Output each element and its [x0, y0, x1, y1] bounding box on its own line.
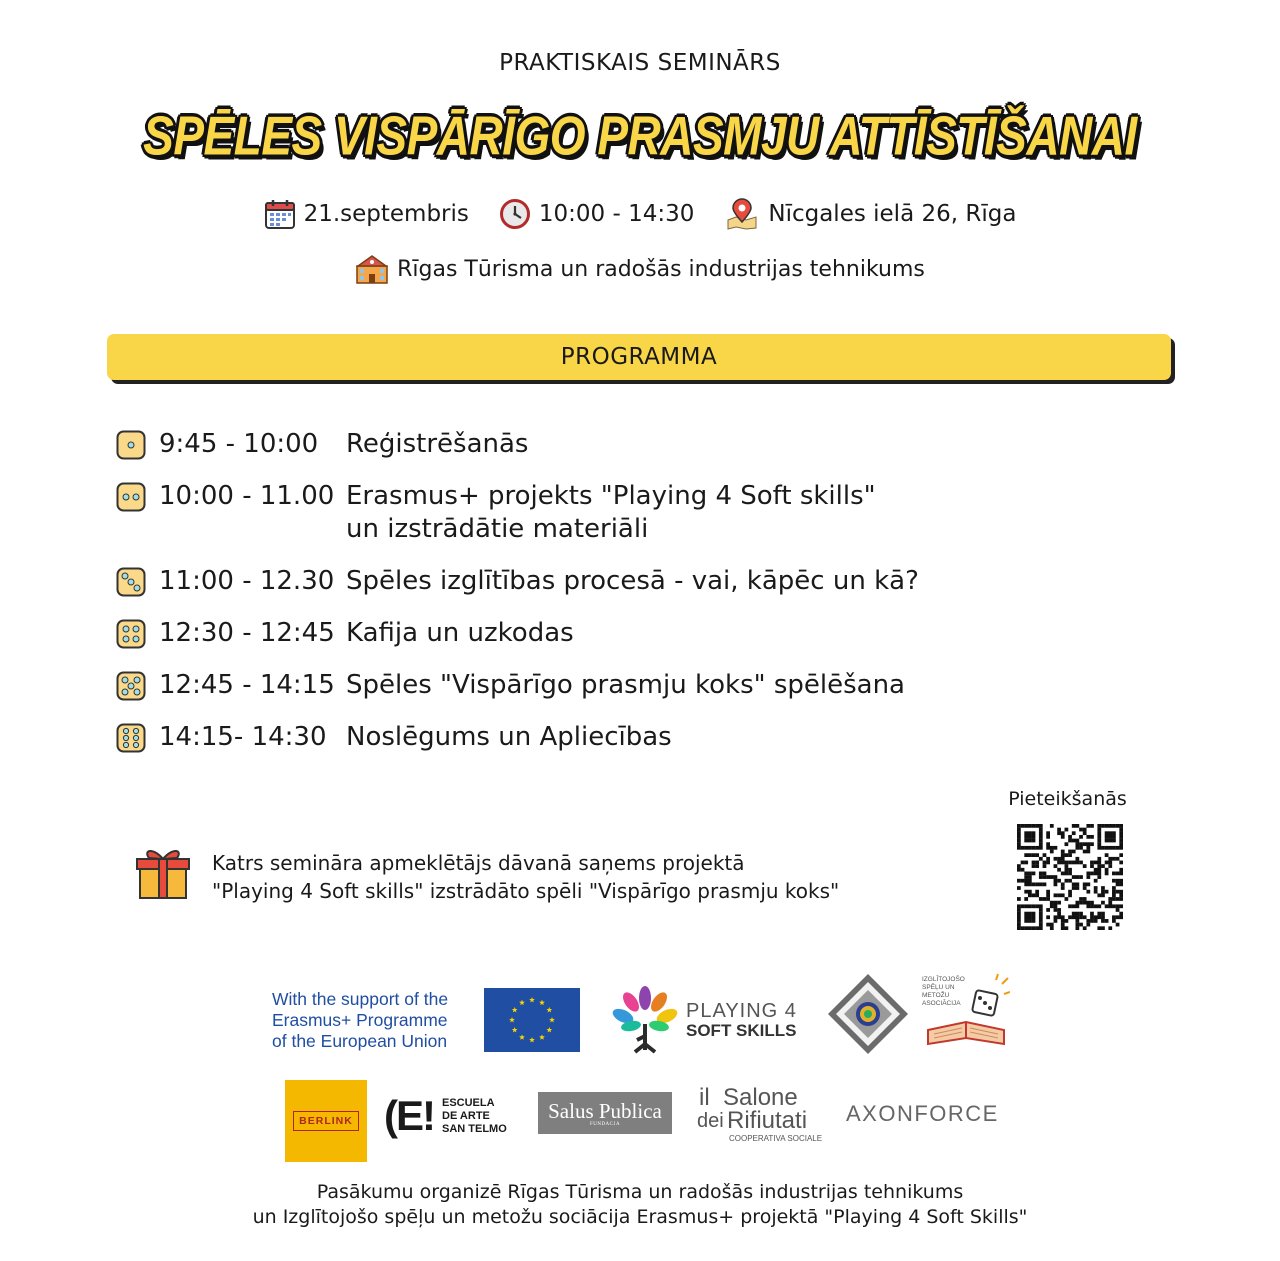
clock-icon — [499, 198, 531, 230]
program-item — [116, 669, 1116, 702]
event-date-text: 21.septembris — [303, 201, 469, 227]
die-icon — [116, 567, 146, 597]
program-activity: Kafija un uzkodas — [346, 618, 574, 648]
registration-qr-code[interactable] — [1017, 824, 1123, 930]
program-activity: Noslēgums un Apliecības — [346, 722, 672, 752]
program-item — [116, 565, 1116, 598]
program-time: 14:15- 14:30 — [159, 722, 327, 752]
berlink-logo: BERLINK — [285, 1080, 367, 1162]
event-address-text: Nīcgales ielā 26, Rīga — [768, 201, 1017, 227]
calendar-icon — [264, 198, 296, 230]
event-subtitle: PRAKTISKAIS SEMINĀRS — [499, 50, 781, 76]
program-time: 9:45 - 10:00 — [159, 429, 319, 459]
p4ss-line2: SOFT SKILLS — [686, 1021, 797, 1040]
diamond-partner-logo — [826, 972, 910, 1056]
die-icon — [116, 723, 146, 753]
association-name: IZGLĪTOJOŠO SPĒĻU UN METOŽU ASOCIĀCIJA — [922, 976, 965, 1007]
program-activity: Spēles "Vispārīgo prasmju koks" spēlēšana — [346, 670, 905, 700]
gift-note: Katrs semināra apmeklētājs dāvanā saņems projektā "Playing 4 Soft skills" izstrādāto spēli "Vispārīgo prasmju koks" — [212, 851, 840, 903]
program-time: 10:00 - 11.00 — [159, 481, 335, 511]
axonforce-logo: AXONFORCE — [846, 1101, 999, 1126]
event-venue — [0, 254, 1280, 284]
die-icon — [116, 430, 146, 460]
program-item — [116, 721, 1116, 754]
tree-icon — [609, 984, 681, 1056]
event-info-row — [0, 198, 1280, 230]
p4ss-line1: PLAYING 4 — [686, 1000, 797, 1022]
program-activity: Erasmus+ projekts "Playing 4 Soft skills" un izstrādātie materiāli — [346, 481, 876, 544]
salone-dei-rifiutati-logo: il Salone dei Rifiutati COOPERATIVA SOCIALE — [697, 1084, 823, 1143]
registration-label: Pieteikšanās — [1008, 788, 1127, 810]
organizer-footer: Pasākumu organizē Rīgas Tūrisma un radošās industrijas tehnikums un Izglītojošo spēļu un metožu sociācija Erasmus+ projektā "Playing 4 Soft Skills" — [252, 1181, 1028, 1228]
program-activity: Spēles izglītības procesā - vai, kāpēc un kā? — [346, 566, 919, 596]
gift-icon — [135, 844, 191, 900]
escuela-san-telmo-logo: (E! ESCUELA DE ARTE SAN TELMO — [384, 1092, 507, 1139]
erasmus-support-text: With the support of the Erasmus+ Programme of the European Union — [272, 989, 449, 1051]
event-address — [724, 198, 1016, 230]
program-list — [116, 428, 1116, 773]
event-venue-text: Rīgas Tūrisma un radošās industrijas tehnikums — [397, 256, 925, 282]
die-icon — [116, 671, 146, 701]
playing-4-soft-skills-logo — [609, 984, 814, 1056]
program-item — [116, 428, 1116, 461]
program-time: 12:30 - 12:45 — [159, 618, 335, 648]
eu-flag-logo — [484, 988, 580, 1052]
event-time-text: 10:00 - 14:30 — [538, 201, 695, 227]
program-item — [116, 480, 1116, 546]
program-item — [116, 617, 1116, 650]
program-heading: PROGRAMMA — [560, 344, 718, 370]
salus-publica-logo: Salus Publica FUNDACJA — [538, 1092, 672, 1134]
program-activity: Reģistrēšanās — [346, 429, 529, 459]
event-date — [264, 198, 469, 230]
event-time — [499, 198, 695, 230]
map-pin-icon — [724, 198, 760, 230]
program-time: 12:45 - 14:15 — [159, 670, 335, 700]
association-logo — [922, 972, 1010, 1056]
program-time: 11:00 - 12.30 — [159, 566, 335, 596]
die-icon — [116, 619, 146, 649]
school-icon — [355, 254, 389, 284]
event-title: SPĒLES VISPĀRĪGO PRASMJU ATTĪSTĪŠANAI — [143, 105, 1137, 167]
die-icon — [116, 482, 146, 512]
program-heading-bar — [107, 334, 1171, 380]
